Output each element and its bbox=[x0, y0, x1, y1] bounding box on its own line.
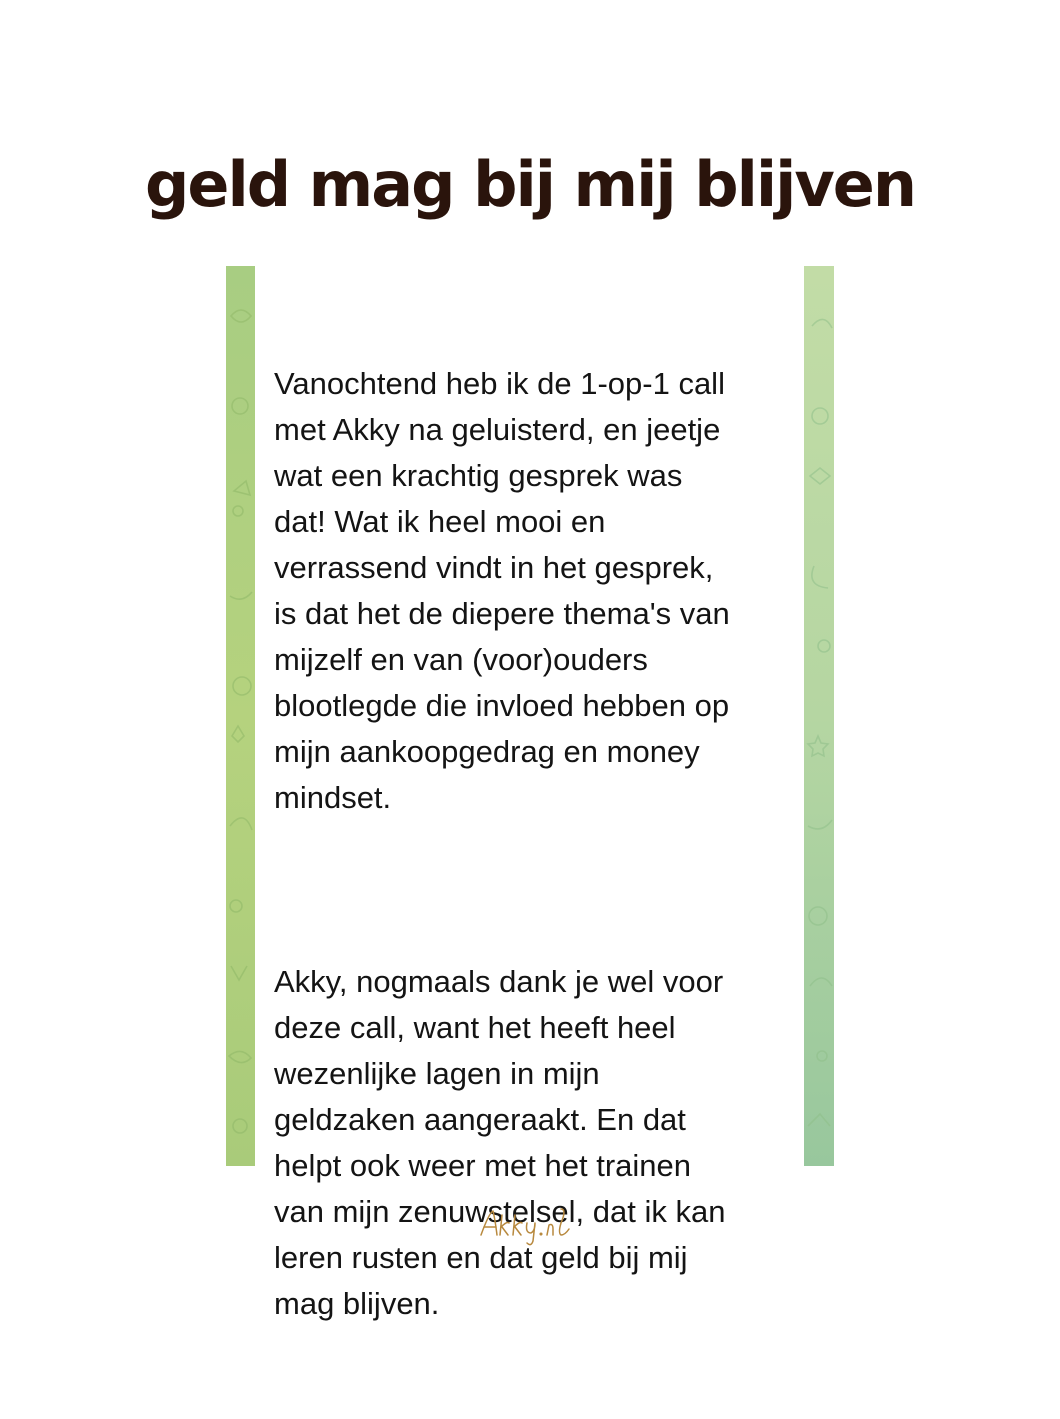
signature-logo bbox=[0, 1205, 1060, 1256]
chat-background-left bbox=[226, 266, 255, 1166]
doodle-pattern-right-icon bbox=[804, 266, 834, 1166]
chat-background-right bbox=[804, 266, 834, 1166]
akky-signature-icon bbox=[475, 1205, 585, 1251]
doodle-pattern-left-icon bbox=[226, 266, 255, 1166]
chat-screenshot bbox=[226, 266, 834, 1321]
message-bubble bbox=[255, 266, 804, 1321]
message-paragraph-2: Akky, nogmaals dank je wel voor deze call, want het heeft heel wezenlijke lagen in mijn geldzaken aangeraakt. En dat helpt ook weer met het trainen van mijn zenuwstelsel, dat ik kan leren rusten en dat geld bij mij mag blijven. bbox=[274, 964, 726, 1321]
headline: geld mag bij mij blijven bbox=[145, 148, 915, 221]
message-paragraph-1: Vanochtend heb ik de 1-op-1 call met Akky na geluisterd, en jeetje wat een krachtig gesprek was dat! Wat ik heel mooi en verrassend vindt in het gesprek, is dat het de diepere thema's van mijzelf en van (voor)ouders blootlegde die invloed hebben op mijn aankoopgedrag en money mindset. bbox=[274, 366, 730, 815]
